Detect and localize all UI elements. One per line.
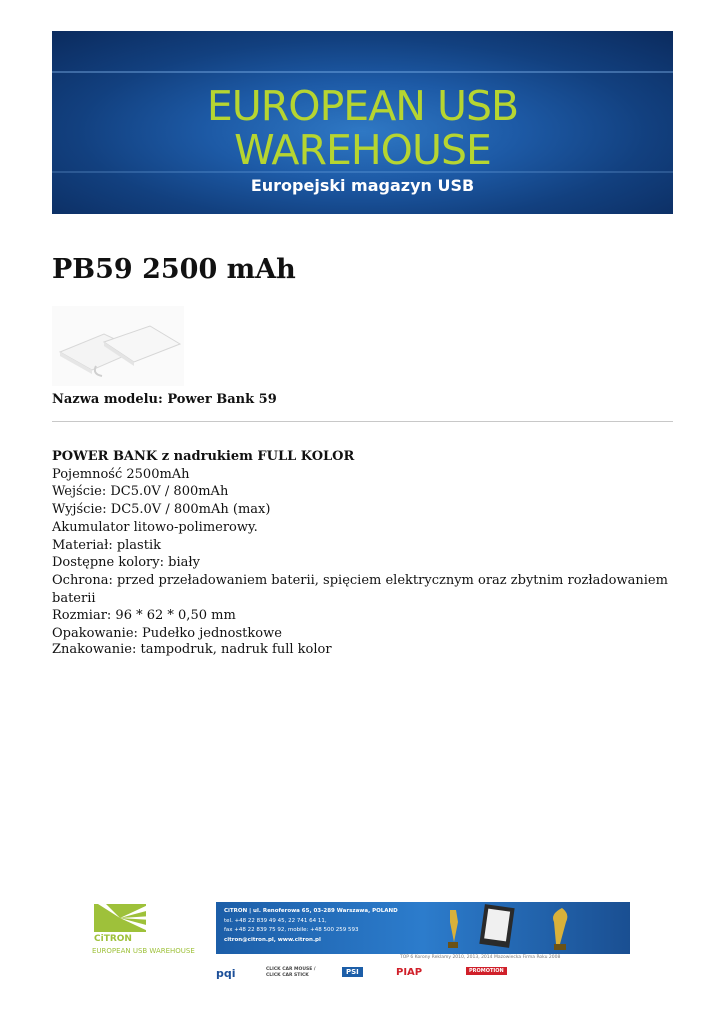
spec-line: Wyjście: DC5.0V / 800mAh (max)	[52, 502, 271, 518]
header-banner	[52, 31, 673, 214]
spec-line: Rozmiar: 96 * 62 * 0,50 mm	[52, 608, 236, 624]
divider	[52, 421, 673, 422]
logo-subtitle: EUROPEAN USB WAREHOUSE	[92, 947, 195, 955]
awards-icon	[436, 902, 626, 954]
product-title: PB59 2500 mAh	[52, 254, 296, 285]
contact-email: citron@citron.pl, www.citron.pl	[224, 937, 321, 943]
partner-click-car: CLICK CAR MOUSE / CLICK CAR STICK	[266, 967, 316, 978]
spec-line: Akumulator litowo-polimerowy.	[52, 519, 258, 535]
awards-caption: TOP 6 Korony Reklamy 2010, 2013, 2014 Mazowiecka Firma Roku 2008	[400, 955, 561, 960]
partner-logos	[216, 967, 516, 987]
contact-fax: fax +48 22 839 75 92, mobile: +48 500 259 593	[224, 927, 359, 933]
partner-promotion: PROMOTION	[466, 967, 507, 975]
contact-phone: tel. +48 22 839 49 45, 22 741 64 11,	[224, 918, 327, 924]
banner-title-line2: WAREHOUSE	[234, 126, 491, 174]
spec-line: Wejście: DC5.0V / 800mAh	[52, 484, 229, 500]
marking-info: Znakowanie: tampodruk, nadruk full kolor	[52, 642, 332, 657]
partner-psi: PSI	[342, 967, 363, 977]
spec-line: Ochrona: przed przeładowaniem baterii, spięciem elektrycznym oraz zbytnim rozładowaniem baterii	[52, 572, 668, 606]
partner-pqi: pqi	[216, 967, 236, 980]
product-description	[52, 448, 692, 643]
partner-piap: PIAP	[396, 967, 423, 978]
citron-logo-icon	[90, 902, 210, 936]
contact-address: CiTRON | ul. Renoferowa 65, 03-289 Warszawa, POLAND	[224, 908, 398, 914]
spec-line: Opakowanie: Pudełko jednostkowe	[52, 626, 282, 642]
product-image	[52, 306, 184, 386]
footer	[90, 899, 630, 989]
power-bank-icon	[52, 306, 184, 386]
logo-name: CiTRON	[94, 934, 132, 944]
contact-banner	[216, 902, 630, 954]
banner-subtitle: Europejski magazyn USB	[250, 176, 475, 195]
spec-line: Pojemność 2500mAh	[52, 466, 190, 482]
banner-title-line1: EUROPEAN USB	[206, 82, 519, 130]
description-heading: POWER BANK z nadrukiem FULL KOLOR	[52, 449, 355, 464]
model-name: Nazwa modelu: Power Bank 59	[52, 392, 277, 407]
spec-line: Dostępne kolory: biały	[52, 555, 200, 571]
spec-line: Materiał: plastik	[52, 537, 161, 553]
citron-logo	[90, 902, 210, 954]
